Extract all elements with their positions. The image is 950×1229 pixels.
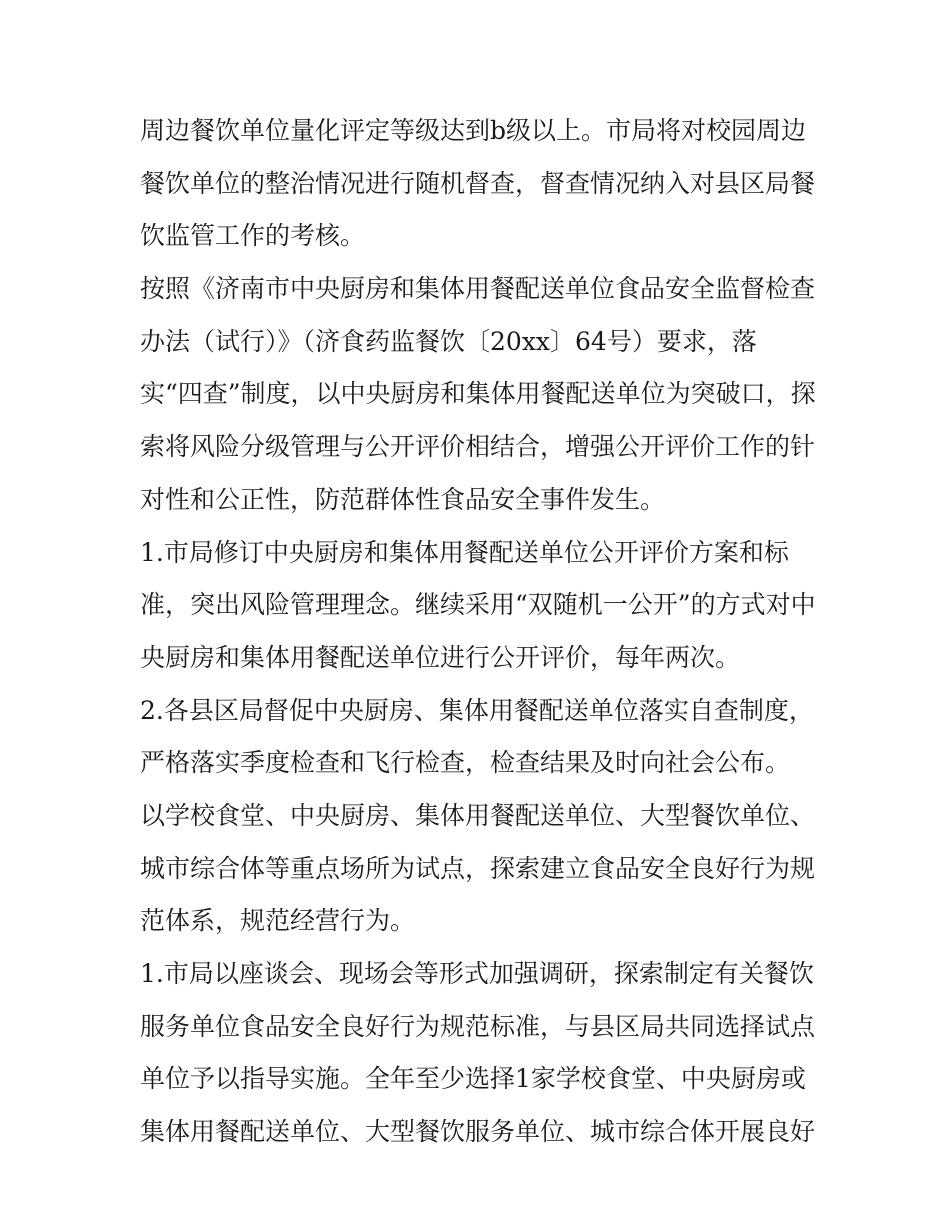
- text-line-1: 周边餐饮单位量化评定等级达到b级以上。市局将对校园周边: [140, 116, 807, 145]
- text-line-3: 饮监管工作的考核。: [140, 221, 366, 251]
- text-line-7: 索将风险分级管理与公开评价相结合，增强公开评价工作的针: [140, 432, 816, 462]
- document-body: [140, 105, 820, 1159]
- text-line-8: 对性和公正性，防范群体性食品安全事件发生。: [140, 484, 666, 514]
- text-line-15: 城市综合体等重点场所为试点，探索建立食品安全良好行为规: [140, 853, 816, 883]
- text-line-6: 实“四查”制度，以中央厨房和集体用餐配送单位为突破口，探: [140, 379, 816, 409]
- text-line-20: 集体用餐配送单位、大型餐饮服务单位、城市综合体开展良好: [140, 1117, 816, 1147]
- text-line-17: 1.市局以座谈会、现场会等形式加强调研，探索制定有关餐饮: [140, 959, 814, 988]
- text-line-13: 严格落实季度检查和飞行检查，检查结果及时向社会公布。: [140, 748, 791, 778]
- text-line-12: 2.各县区局督促中央厨房、集体用餐配送单位落实自查制度，: [140, 695, 814, 725]
- text-line-18: 服务单位食品安全良好行为规范标准，与县区局共同选择试点: [140, 1011, 816, 1041]
- text-line-11: 央厨房和集体用餐配送单位进行公开评价，每年两次。: [140, 642, 741, 672]
- text-line-5: 办法（试行）》（济食药监餐饮〔20xx〕64号）要求，落: [140, 326, 757, 356]
- text-line-9: 1.市局修订中央厨房和集体用餐配送单位公开评价方案和标: [140, 537, 789, 567]
- text-line-10: 准，突出风险管理理念。继续采用“双随机一公开”的方式对中: [140, 590, 816, 620]
- text-line-16: 范体系，规范经营行为。: [140, 906, 416, 936]
- text-line-2: 餐饮单位的整治情况进行随机督查，督查情况纳入对县区局餐: [140, 168, 816, 198]
- text-line-19: 单位予以指导实施。全年至少选择1家学校食堂、中央厨房或: [140, 1064, 806, 1094]
- text-line-14: 以学校食堂、中央厨房、集体用餐配送单位、大型餐饮单位、: [140, 800, 816, 830]
- text-line-4: 按照《济南市中央厨房和集体用餐配送单位食品安全监督检查: [140, 274, 816, 304]
